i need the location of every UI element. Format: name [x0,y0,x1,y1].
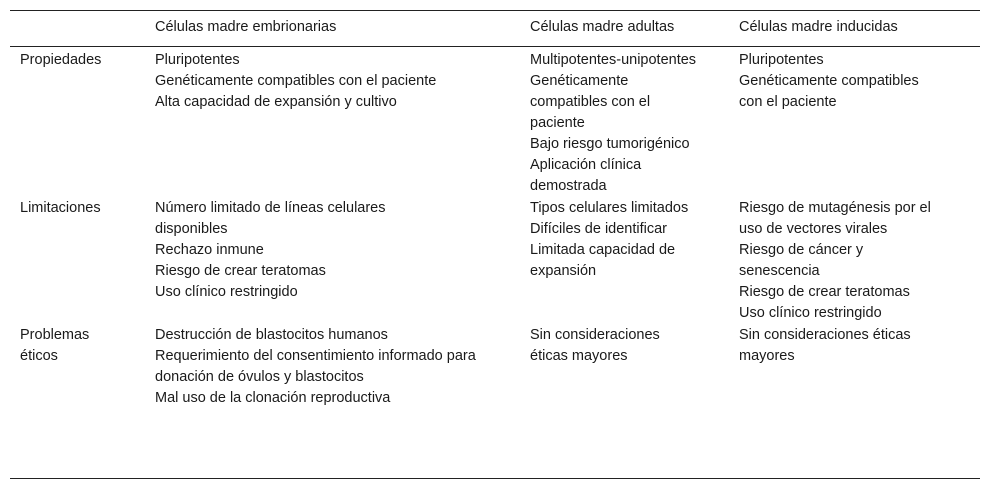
list-item: Pluripotentes [739,52,824,68]
table-row [10,198,980,325]
row-label [10,325,145,410]
cell-embrionarias [145,47,520,199]
list-item: Sin consideraciones éticas mayores [739,327,911,364]
cell-embrionarias [145,198,520,325]
cell-inducidas [729,198,980,325]
list-item: Uso clínico restringido [739,305,882,321]
row-label-text: Problemas éticos [20,327,90,364]
list-item: Sin consideraciones éticas mayores [530,327,660,364]
row-label: Propiedades [20,52,102,68]
list-item: Riesgo de cáncer y senescencia [739,242,864,279]
list-item: Número limitado de líneas celulares disponibles [155,200,386,237]
list-item: Riesgo de mutagénesis por el uso de vectores virales [739,200,931,237]
cell-inducidas [729,47,980,199]
list-item: Requerimiento del consentimiento informado para donación de óvulos y blastocitos [155,348,476,385]
list-item: Uso clínico restringido [155,284,298,300]
list-item: Genéticamente compatibles con el paciente [530,73,651,131]
list-item: Rechazo inmune [155,242,264,258]
cell-inducidas [729,325,980,410]
stem-cell-comparison-table [10,10,980,479]
table-header [10,11,980,47]
list-item: Riesgo de crear teratomas [155,263,326,279]
list-item: Alta capacidad de expansión y cultivo [155,94,397,110]
cell-adultas [520,325,729,410]
table-row [10,47,980,199]
header-row [10,11,980,47]
list-item: Mal uso de la clonación reproductiva [155,390,391,406]
list-item: Tipos celulares limitados [530,200,689,216]
header-empty [10,11,145,47]
list-item: Limitada capacidad de expansión [530,242,676,279]
cell-embrionarias [145,325,520,410]
list-item: Riesgo de crear teratomas [739,284,910,300]
list-item: Difíciles de identificar [530,221,667,237]
header-embrionarias: Células madre embrionarias [145,11,520,47]
cell-adultas [520,47,729,199]
list-item: Bajo riesgo tumorigénico [530,136,690,152]
list-item: Destrucción de blastocitos humanos [155,327,388,343]
table-row [10,325,980,410]
list-item: Genéticamente compatibles con el paciente [155,73,437,89]
header-inducidas: Células madre inducidas [729,11,980,47]
list-item: Pluripotentes [155,52,240,68]
row-label: Limitaciones [20,200,101,216]
list-item: Multipotentes-unipotentes [530,52,697,68]
cell-adultas [520,198,729,325]
header-adultas: Células madre adultas [520,11,729,47]
list-item: Genéticamente compatibles con el paciente [739,73,919,110]
list-item: Aplicación clínica demostrada [530,157,642,194]
comparison-table [10,11,980,410]
